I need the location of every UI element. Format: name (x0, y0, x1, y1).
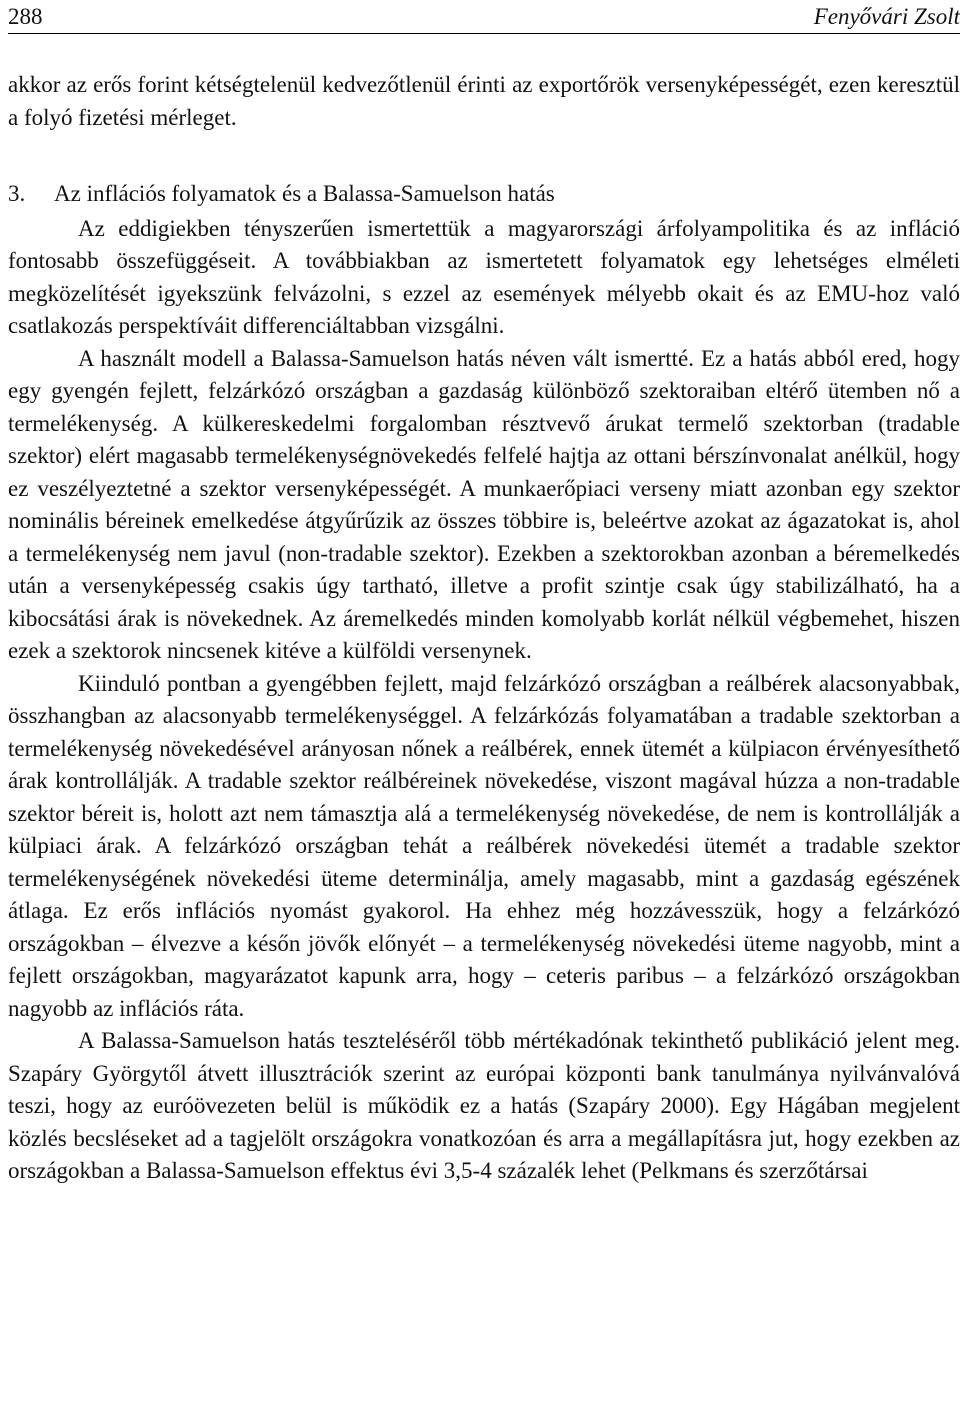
running-header (8, 0, 960, 34)
author-running-head: Fenyővári Zsolt (813, 3, 960, 29)
body-paragraph: A használt modell a Balassa-Samuelson hatás néven vált ismertté. Ez a hatás abból ered, hogy egy gyengén fejlett, felzárkózó országban a gazdaság különböző szektoraiban eltérő ütemben nő a termelékenység. A külkereskedelmi forgalomban résztvevő árukat termelő szektorban (tradable szektor) elért magasabb termelékenységnövekedés felfelé hajtja az ottani bérszínvonalat anélkül, hogy ez veszélyeztetné a szektor versenyképességét. A munkaerőpiaci verseny miatt azonban egy szektor nominális béreinek emelkedése átgyűrűzik az összes többire is, beleértve azokat az ágazatokat is, ahol a termelékenység nem javul (non-tradable szektor). Ezekben a szektorokban azonban a béremelkedés után a versenyképesség csakis úgy tartható, illetve a profit szintje csak úgy stabilizálható, ha a kibocsátási árak is növekednek. Az áremelkedés minden komolyabb korlát nélkül végbemehet, hiszen ezek a szektorok nincsenek kitéve a külföldi versenynek. (8, 345, 960, 663)
section-title: Az inflációs folyamatok és a Balassa-Samuelson hatás (54, 181, 555, 206)
body-paragraph: Az eddigiekben tényszerűen ismertettük a magyarországi árfolyampolitika és az infláció fontosabb összefüggéseit. A továbbiakban az ismertetett folyamatok egy lehetséges elméleti megközelítését igyekszünk felvázolni, s ezzel az események mélyebb okait és az EMU-hoz való csatlakozás perspektíváit differenciáltabban vizsgálni. (8, 215, 960, 338)
page-number: 288 (8, 3, 43, 29)
body-paragraph: A Balassa-Samuelson hatás teszteléséről több mértékadónak tekinthető publikáció jelent meg. Szapáry Györgytől átvett illusztrációk szerint az európai központi bank tanulmánya nyilvánvalóvá teszi, hogy az euróövezeten belül is működik ez a hatás (Szapáry 2000). Egy Hágában megjelent közlés becsléseket ad a tagjelölt országokra vonatkozóan és arra a megállapításra jut, hogy ezekben az országokban a Balassa-Samuelson effektus évi 3,5-4 százalék lehet (Pelkmans és szerzőtársai (8, 1028, 960, 1183)
page (8, 0, 960, 1188)
body-paragraph: Kiinduló pontban a gyengébben fejlett, majd felzárkózó országban a reálbérek alacsonyabbak, összhangban az alacsonyabb termelékenységgel. A felzárkózás folyamatában a tradable szektorban a termelékenység növekedésével arányosan nőnek a reálbérek, ennek ütemét a külpiacon érvényesíthető árak kontrollálják. A tradable szektor reálbéreinek növekedése, viszont magával húzza a non-tradable szektor béreit is, holott azt nem támasztja alá a termelékenység növekedése, de nem is kontrollálják a külpiaci árak. A felzárkózó országban tehát a reálbérek növekedési ütemét a tradable szektor termelékenységének növekedési üteme determinálja, amely magasabb, mint a gazdaság egészének átlaga. Ez erős inflációs nyomást gyakorol. Ha ehhez még hozzávesszük, hogy a felzárkózó országokban – élvezve a későn jövők előnyét – a termelékenység növekedési üteme nagyobb, mint a fejlett országokban, magyarázatot kapunk arra, hogy – ceteris paribus – a felzárkózó országokban nagyobb az inflációs ráta. (8, 670, 960, 1021)
section-heading (8, 178, 960, 211)
continuation-paragraph: akkor az erős forint kétségtelenül kedvezőtlenül érinti az exportőrök versenyképességét, ezen keresztül a folyó fizetési mérleget. (8, 72, 960, 130)
section-number: 3. (8, 181, 26, 206)
